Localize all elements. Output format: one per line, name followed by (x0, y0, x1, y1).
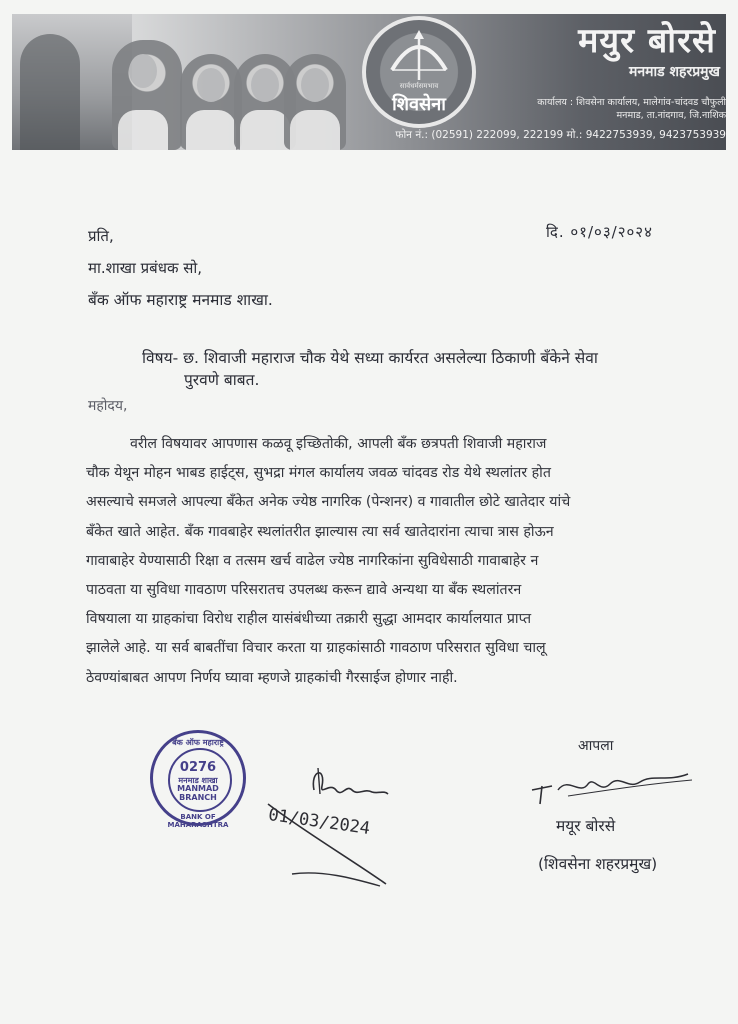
stamp-branch-code: 0276 (179, 760, 217, 775)
body-line: पाठवता या सुविधा गावठाण परिसरातच उपलब्ध करून द्यावे अन्यथा या बँक स्थलांतरन (86, 581, 522, 598)
recipient-line-2: बँक ऑफ महाराष्ट्र मनमाड शाखा. (88, 291, 273, 309)
stamp-ring-top: बँक ऑफ महाराष्ट्र (172, 738, 224, 747)
body-line: झालेले आहे. या सर्व बाबतींचा विचार करता या ग्राहकांसाठी गावठाण परिसरात सुविधा चालू (86, 640, 546, 657)
office-line-1: कार्यालय : शिवसेना कार्यालय, मालेगांव-चांदवड चौफुली (537, 97, 726, 108)
subject-line-2: पुरवणे बाबत. (184, 371, 260, 389)
letterhead-office-address (482, 96, 726, 122)
stamp-line-2: MANMAD (177, 784, 219, 793)
office-line-2: मनमाड, ता.नांदगाव, जि.नाशिक (616, 110, 726, 121)
recipient-line-1: मा.शाखा प्रबंधक सो, (88, 259, 203, 277)
received-underline (262, 800, 392, 890)
letter-body (86, 430, 698, 693)
signatory-signature (528, 760, 698, 810)
bank-branch-stamp (150, 730, 246, 829)
letterhead-phone: फोन नं.: (02591) 222099, 222199 मो.: 9422753939, 9423753939 (395, 129, 726, 141)
stamp-ring-bottom: BANK OF MAHARASHTRA (167, 813, 229, 829)
letter-date: दि. ०१/०३/२०२४ (546, 223, 653, 241)
leader-portrait (180, 54, 242, 150)
body-line: वरील विषयावर आपणास कळवू इच्छितोकी, आपली बँक छत्रपती शिवाजी महाराज (130, 436, 547, 452)
signatory-role: (शिवसेना शहरप्रमुख) (538, 855, 658, 873)
body-line: चौक येथून मोहन भाबड हाईट्स, सुभद्रा मंगल कार्यालय जवळ चांदवड रोड येथे स्थलांतर होत (86, 465, 551, 482)
body-line: विषयाला या ग्राहकांचा विरोध राहील यासंबंधीच्या तक्रारी सुद्धा आमदार कार्यालयात प्राप्त (86, 611, 532, 628)
addressee-prefix: प्रति, (88, 227, 114, 245)
stamp-line-1: मनमाड शाखा (178, 776, 218, 785)
body-line: ठेवण्यांबाबत आपण निर्णय घ्यावा म्हणजे ग्राहकांची गैरसाईज होणार नाही. (86, 669, 458, 686)
closing-text: आपला (578, 738, 614, 754)
letterhead-name: मयुर बोरसे (578, 21, 716, 61)
leader-portrait (284, 54, 346, 150)
letterhead-role: मनमाड शहरप्रमुख (629, 64, 720, 80)
received-date: 01/03/2024 (267, 804, 372, 840)
bow-arrow-icon (384, 30, 454, 82)
leader-portrait (112, 40, 182, 150)
salutation: महोदय, (88, 398, 128, 414)
subject-line-1: विषय- छ. शिवाजी महाराज चौक येथे सध्या कार्यरत असलेल्या ठिकाणी बँकेने सेवा (142, 349, 598, 367)
body-line: गावाबाहेर येण्यासाठी रिक्षा व तत्सम खर्च वाढेल ज्येष्ठ नागरिकांना सुविधेसाठी गावाबाहेर न (86, 552, 539, 569)
emblem-motto: सार्वधर्मसमभाव (399, 82, 439, 90)
letterhead-banner (12, 14, 726, 150)
stamp-line-3: BRANCH (179, 793, 217, 802)
emblem-party-name: शिवसेना (392, 94, 446, 115)
body-line: बँकेत खाते आहेत. बँक गावबाहेर स्थलांतरीत झाल्यास त्या सर्व खातेदारांना त्याचा त्रास होऊन (86, 523, 554, 540)
party-emblem (362, 16, 476, 128)
signatory-name: मयूर बोरसे (556, 817, 616, 835)
body-line: असल्याचे समजले आपल्या बँकेत अनेक ज्येष्ठ नागरिक (पेन्शनर) व गावातील छोटे खातेदार यांचे (86, 494, 571, 511)
